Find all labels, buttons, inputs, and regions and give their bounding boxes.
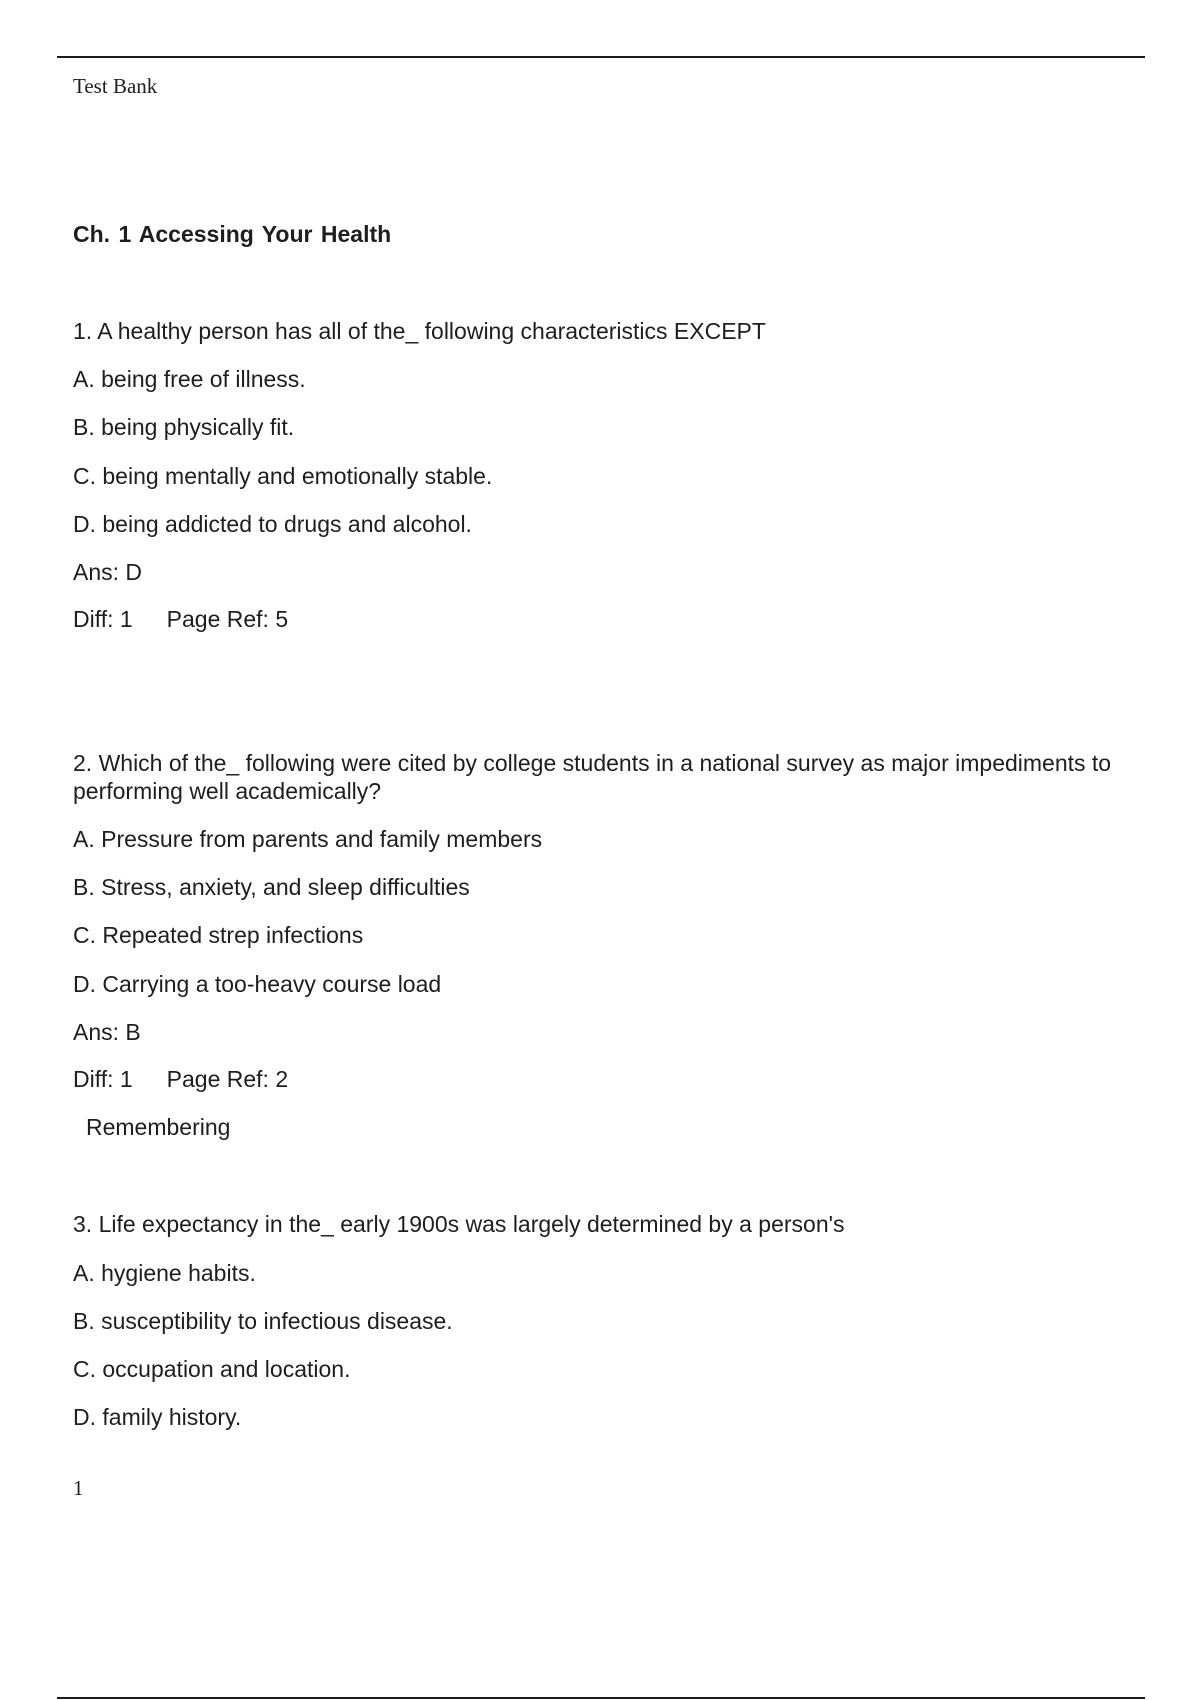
question-2-option-c: C. Repeated strep infections [73, 922, 364, 948]
question-1-option-a: A. being free of illness. [73, 366, 306, 392]
question-3-option-a: A. hygiene habits. [73, 1260, 256, 1286]
question-2-difficulty: Diff: 1 [73, 1066, 133, 1092]
chapter-title: Ch. 1 Accessing Your Health [73, 221, 392, 247]
running-head: Test Bank [73, 74, 158, 98]
top-rule [57, 56, 1145, 58]
question-2-stem: 2. Which of the_ following were cited by college students in a national survey as major impediments to performing well academically? [73, 750, 1112, 804]
bottom-rule [57, 1697, 1145, 1699]
question-2-meta [73, 1065, 288, 1093]
question-2-option-d: D. Carrying a too-heavy course load [73, 971, 442, 997]
question-1-page-ref: Page Ref: 5 [166, 606, 289, 632]
question-3-option-b: B. susceptibility to infectious disease. [73, 1308, 453, 1334]
question-1-difficulty: Diff: 1 [73, 606, 133, 632]
question-1-option-d: D. being addicted to drugs and alcohol. [73, 511, 472, 537]
question-2-option-a: A. Pressure from parents and family members [73, 826, 543, 852]
question-2-answer: Ans: B [73, 1019, 141, 1045]
page-number: 1 [73, 1476, 84, 1500]
question-3-option-c: C. occupation and location. [73, 1356, 351, 1382]
question-2-option-b: B. Stress, anxiety, and sleep difficulties [73, 874, 470, 900]
question-2-page-ref: Page Ref: 2 [166, 1066, 289, 1092]
question-1-option-c: C. being mentally and emotionally stable. [73, 463, 493, 489]
question-1-meta [73, 605, 288, 633]
question-1-option-b: B. being physically fit. [73, 414, 295, 440]
question-3-option-d: D. family history. [73, 1404, 242, 1430]
question-1-stem: 1. A healthy person has all of the_ following characteristics EXCEPT [73, 318, 766, 344]
question-1-answer: Ans: D [73, 559, 143, 585]
question-2-skill: Remembering [86, 1114, 231, 1140]
question-3-stem: 3. Life expectancy in the_ early 1900s was largely determined by a person's [73, 1211, 845, 1237]
